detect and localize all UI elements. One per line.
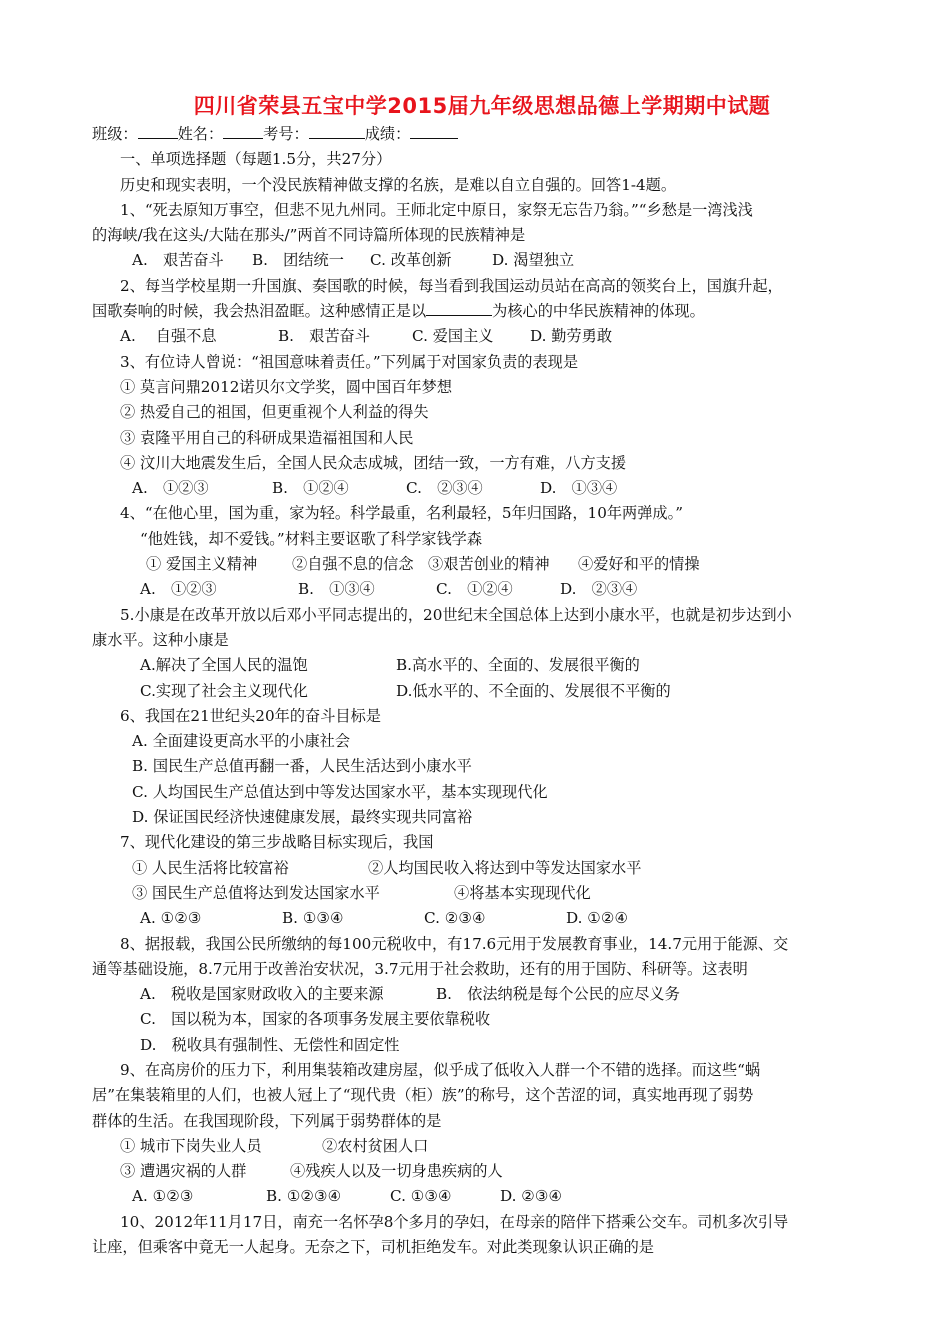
option: B. 团结统一	[252, 251, 344, 270]
option: A. ①②③	[132, 1187, 194, 1206]
option: D. ①③④	[540, 479, 618, 498]
option: A. ①②③	[140, 580, 217, 599]
option: C. ②③④	[424, 909, 486, 928]
question-2-stem: 2、每当学校星期一升国旗、奏国歌的时候，每当看到我国运动员站在高高的领奖台上，国旗升起，	[120, 276, 783, 295]
option: B. 依法纳税是每个公民的应尽义务	[436, 985, 680, 1004]
question-3-options	[92, 476, 872, 501]
page-title: 四川省荣县五宝中学2015届九年级思想品德上学期期中试题	[193, 94, 771, 118]
question-7-items-row1	[92, 856, 872, 881]
list-item: ④将基本实现现代化	[454, 883, 591, 902]
question-10-stem: 10、2012年11月17日，南充一名怀孕8个多月的孕妇，在母亲的陪伴下搭乘公交车。司机多次引导	[120, 1212, 789, 1231]
option: C. ②③④	[406, 479, 483, 498]
option: C. 国以税为本，国家的各项事务发展主要依靠税收	[140, 1010, 491, 1029]
question-4-stem-cont: “他姓钱，却不爱钱。”材料主要讴歌了科学家钱学森	[140, 529, 483, 548]
list-item: ① 人民生活将比较富裕	[132, 858, 289, 877]
stem-text: 国歌奏响的时候，我会热泪盈眶。这种感情正是以	[92, 302, 427, 321]
question-2-options	[92, 324, 872, 349]
question-9-items-row2	[92, 1159, 872, 1184]
student-info-row	[92, 122, 872, 147]
question-8-options-row1	[92, 982, 872, 1007]
list-item: ④爱好和平的情操	[578, 555, 700, 574]
name-label: 姓名：	[177, 125, 224, 143]
question-2-stem-cont	[92, 299, 872, 324]
option: A. 自强不息	[120, 327, 217, 346]
option: C.实现了社会主义现代化	[140, 681, 308, 700]
option: C. 人均国民生产总值达到中等发达国家水平，基本实现现代化	[132, 782, 548, 801]
list-item: ① 莫言问鼎2012诺贝尔文学奖，圆中国百年梦想	[120, 377, 453, 396]
section-heading: 一、单项选择题（每题1.5分，共27分）	[120, 150, 392, 169]
option: D. 勤劳勇敢	[530, 327, 613, 346]
question-4-items	[92, 552, 872, 577]
list-item: ③ 国民生产总值将达到发达国家水平	[132, 883, 380, 902]
list-item: ③ 袁隆平用自己的科研成果造福祖国和人民	[120, 428, 414, 447]
answer-blank	[426, 299, 492, 316]
class-label: 班级：	[92, 125, 138, 143]
question-9-items-row1	[92, 1134, 872, 1159]
question-5-options-row1	[92, 653, 872, 678]
question-9-stem: 9、在高房价的压力下，利用集装箱改建房屋，似乎成了低收入人群一个不错的选择。而这些“蜗	[120, 1060, 761, 1079]
option: B.高水平的、全面的、发展很平衡的	[396, 656, 640, 675]
list-item: ③艰苦创业的精神	[428, 555, 550, 574]
question-8-stem-cont: 通等基础设施，8.7元用于改善治安状况，3.7元用于社会救助，还有的用于国防、科研等。这表明	[92, 959, 748, 978]
list-item: ② 热爱自己的祖国，但更重视个人利益的得失	[120, 403, 429, 422]
option: C. ①②④	[436, 580, 513, 599]
intro-text: 历史和现实表明，一个没民族精神做支撑的名族，是难以自立自强的。回答1-4题。	[120, 175, 677, 194]
name-blank[interactable]	[223, 122, 263, 139]
question-9-options	[92, 1184, 872, 1209]
list-item: ②人均国民收入将达到中等发达国家水平	[368, 858, 642, 877]
option: A. ①②③	[132, 479, 209, 498]
class-blank[interactable]	[138, 122, 178, 139]
question-3-stem: 3、有位诗人曾说：“祖国意味着责任。”下列属于对国家负责的表现是	[120, 352, 579, 371]
list-item: ① 爱国主义精神	[146, 555, 258, 574]
option: B. ①③④	[282, 909, 344, 928]
option: A. 艰苦奋斗	[132, 251, 224, 270]
list-item: ④ 汶川大地震发生后，全国人民众志成城，团结一致，一方有难，八方支援	[120, 453, 627, 472]
id-label: 考号：	[263, 125, 309, 143]
option: C. ①③④	[390, 1187, 452, 1206]
question-8-stem: 8、据报载，我国公民所缴纳的每100元税收中，有17.6元用于发展教育事业，14.7元用于能源、交	[120, 934, 789, 953]
option: B. ①③④	[298, 580, 375, 599]
stem-text: 为核心的中华民族精神的体现。	[492, 302, 705, 321]
question-9-stem-cont: 居”在集装箱里的人们，也被人冠上了“现代贵（柜）族”的称号，这个苦涩的词，真实地再现了弱势	[92, 1086, 754, 1105]
id-blank[interactable]	[309, 122, 365, 139]
option: C. 改革创新	[370, 251, 452, 270]
option: D. ②③④	[560, 580, 638, 599]
question-5-stem: 5.小康是在改革开放以后邓小平同志提出的，20世纪末全国总体上达到小康水平，也就是初步达到小	[120, 605, 792, 624]
option: D. 渴望独立	[492, 251, 575, 270]
option: B. 艰苦奋斗	[278, 327, 370, 346]
question-5-stem-cont: 康水平。这种小康是	[92, 630, 229, 649]
question-7-options	[92, 906, 872, 931]
option: D. 保证国民经济快速健康发展，最终实现共同富裕	[132, 808, 473, 827]
question-10-stem-cont: 让座，但乘客中竟无一人起身。无奈之下，司机拒绝发车。对此类现象认识正确的是	[92, 1238, 654, 1257]
list-item: ④残疾人以及一切身患疾病的人	[290, 1162, 503, 1181]
option: B. ①②④	[272, 479, 349, 498]
score-label: 成绩：	[364, 125, 411, 143]
list-item: ① 城市下岗失业人员	[120, 1136, 262, 1155]
question-9-stem-cont2: 群体的生活。在我国现阶段，下列属于弱势群体的是	[92, 1111, 442, 1130]
question-1-options	[92, 248, 872, 273]
option: D. ②③④	[500, 1187, 563, 1206]
exam-page	[92, 92, 872, 1260]
option: C. 爱国主义	[412, 327, 494, 346]
option: D. ①②④	[566, 909, 629, 928]
question-4-stem: 4、“在他心里，国为重，家为轻。科学最重，名利最轻，5年归国路，10年两弹成。”	[120, 504, 683, 523]
option: D.低水平的、不全面的、发展很不平衡的	[396, 681, 671, 700]
question-6-stem: 6、我国在21世纪头20年的奋斗目标是	[120, 706, 381, 725]
score-blank[interactable]	[410, 122, 458, 139]
option: A.解决了全国人民的温饱	[140, 656, 308, 675]
question-1-stem-cont: 的海峡/我在这头/大陆在那头/”两首不同诗篇所体现的民族精神是	[92, 226, 526, 245]
question-7-stem: 7、现代化建设的第三步战略目标实现后，我国	[120, 833, 434, 852]
question-1-stem: 1、“死去原知万事空，但悲不见九州同。王师北定中原日，家祭无忘告乃翁。”“乡愁是一湾浅浅	[120, 200, 753, 219]
list-item: ③ 遭遇灾祸的人群	[120, 1162, 247, 1181]
option: D. 税收具有强制性、无偿性和固定性	[140, 1035, 400, 1054]
question-7-items-row2	[92, 881, 872, 906]
list-item: ②农村贫困人口	[322, 1136, 429, 1155]
list-item: ②自强不息的信念	[292, 555, 414, 574]
option: A. 全面建设更高水平的小康社会	[132, 732, 351, 751]
option: B. 国民生产总值再翻一番，人民生活达到小康水平	[132, 757, 472, 776]
option: A. 税收是国家财政收入的主要来源	[140, 985, 384, 1004]
question-5-options-row2	[92, 679, 872, 704]
question-4-options	[92, 577, 872, 602]
option: A. ①②③	[140, 909, 202, 928]
option: B. ①②③④	[266, 1187, 342, 1206]
